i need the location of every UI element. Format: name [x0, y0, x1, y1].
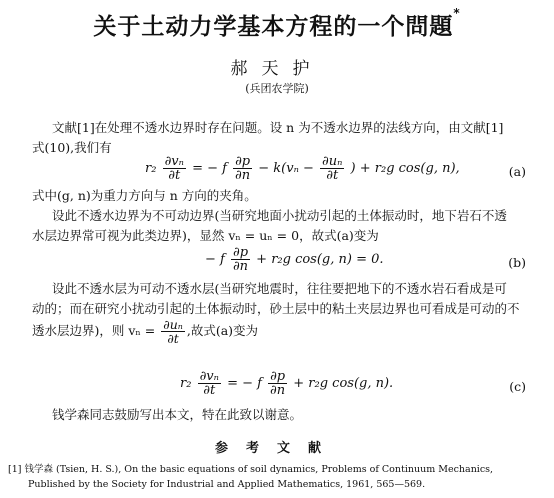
para3-line2: 水层边界常可视为此类边界)，显然 vₙ = uₙ = 0，故式(a)变为: [32, 228, 379, 243]
equation-c-number: (c): [509, 379, 526, 394]
equation-c: r₂ $\frac{\text{∂vₙ}}{\partial t}$ = − f $\frac{\partial p}{\partial n}$ + r₂g cos(g, n).: [180, 369, 394, 398]
para2: 式中(g, n)为重力方向与 n 方向的夹角。: [32, 188, 257, 203]
title-footnote-mark: *: [453, 6, 461, 20]
references-heading: 参考文献: [214, 441, 339, 456]
eq-a-frac3: $\frac{\text{∂uₙ}}{\partial t}$: [322, 154, 343, 183]
para1-line2: 式(10),我们有: [32, 140, 112, 155]
paper-title: [0, 8, 554, 41]
para4-line3: 透水层边界)，则 vₙ = $\frac{\text{∂uₙ}}{\partial t}$ ,故式(a)变为: [32, 317, 259, 346]
author-affiliation: (兵团农学院): [245, 82, 309, 95]
para4-frac: $\frac{\text{∂uₙ}}{\partial t}$: [163, 317, 183, 346]
author-name: 郝天护: [230, 59, 324, 79]
title-text: 关于土动力学基本方程的一个問題: [93, 14, 454, 40]
eq-c-frac2: $\frac{\partial p}{\partial n}$: [270, 369, 286, 398]
para3-line1: 设此不透水边界为不可动边界(当研究地面小扰动引起的土体振动时，地下岩石不透: [52, 208, 507, 223]
equation-b-number: (b): [508, 255, 526, 270]
reference-1-line1: [1] 钱学森 (Tsien, H. S.), On the basic equations of soil dynamics, Problems of Continuum Mechanics,: [8, 464, 494, 475]
para4-line1: 设此不透水层为可动不透水层(当研究地震时，往往要把地下的不透水岩石看成是可: [52, 281, 507, 296]
equation-a: r₂ $\frac{\text{∂vₙ}}{\partial t}$ = − f $\frac{\partial p}{\partial n}$ − k(vₙ − $\frac{\text{∂uₙ}}{\partial t}$ ) + r₂g cos(g, n),: [145, 154, 460, 183]
equation-b: − f $\frac{\partial p}{\partial n}$ + r₂g cos(g, n) = 0.: [205, 245, 384, 274]
eq-c-frac1: $\frac{\text{∂vₙ}}{\partial t}$: [199, 369, 219, 398]
eq-a-frac2: $\frac{\partial p}{\partial n}$: [235, 154, 251, 183]
para1-line1: 文献[1]在处理不透水边界时存在问题。设 n 为不透水边界的法线方向，由文献[1]: [52, 120, 504, 135]
para4-line2: 动的；而在研究小扰动引起的土体振动时，砂土层中的粘土夹层边界也可看成是可动的不: [32, 301, 520, 316]
eq-a-frac1: $\frac{\text{∂vₙ}}{\partial t}$: [164, 154, 184, 183]
eq-a-coef: r₂: [145, 161, 157, 176]
acknowledgement: 钱学森同志鼓励写出本文，特在此致以谢意。: [52, 407, 303, 422]
equation-a-number: (a): [508, 164, 526, 179]
reference-1-line2: Published by the Society for Industrial and Applied Mathematics, 1961, 565—569.: [28, 479, 426, 490]
eq-b-frac: $\frac{\partial p}{\partial n}$: [232, 245, 249, 274]
